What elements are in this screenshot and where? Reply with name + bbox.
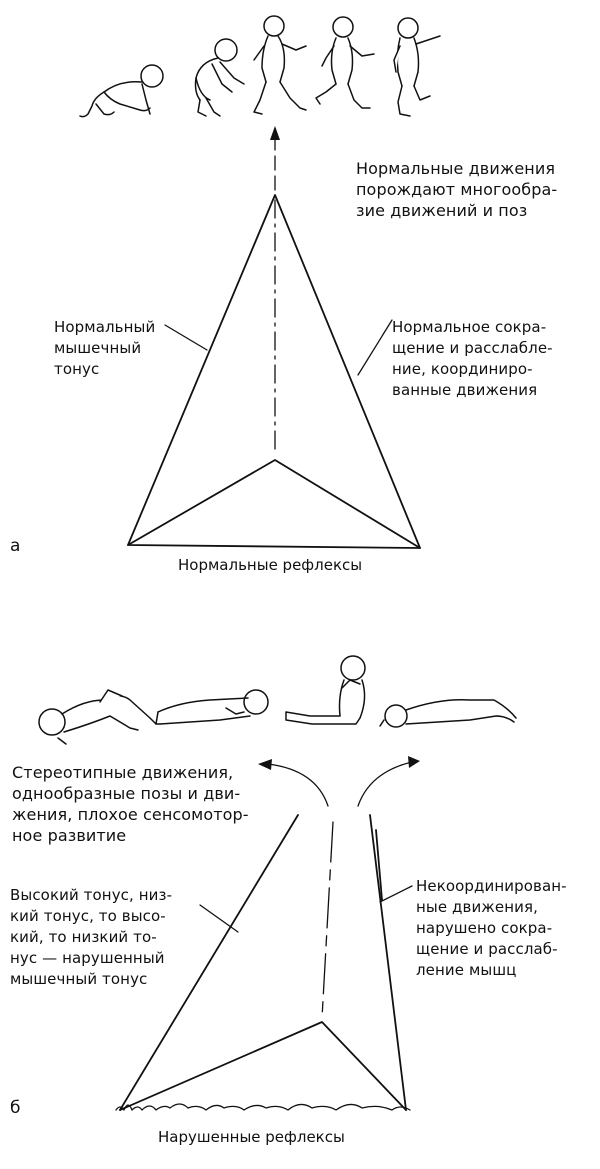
lying-baby-1-icon	[39, 690, 156, 744]
panel-a-letter: а	[10, 536, 21, 556]
lying-baby-3-icon	[380, 700, 516, 727]
bending-baby-icon	[196, 39, 245, 116]
panel-b-right-text: Некоординирован- ные движения, нарушено сокра- щение и расслаб- ление мышц	[416, 877, 567, 979]
panel-b-top-text: Стереотипные движения, однообразные позы и дви- жения, плохое сенсомотор- ное развитие	[12, 763, 249, 845]
leader-line	[200, 905, 238, 932]
panel-a-left-text: Нормальный мышечный тонус	[54, 318, 156, 378]
leader-line	[380, 886, 412, 902]
crawling-baby-icon	[80, 65, 163, 117]
lying-baby-2-icon	[156, 690, 268, 724]
sitting-baby-icon	[286, 656, 365, 724]
leader-line	[165, 325, 207, 350]
curved-arrow-left-icon	[258, 759, 328, 806]
walking-baby-2-icon	[316, 17, 374, 108]
panel-b-left-text: Высокий тонус, низ- кий тонус, то высо- кий, то низкий то- нус — нарушенный мышечный тонус	[10, 886, 173, 988]
curved-arrow-right-icon	[358, 756, 420, 806]
panel-a-right-text: Нормальное сокра- щение и расслабле- ние, координиро- ванные движения	[392, 318, 553, 399]
standing-baby-icon	[394, 18, 440, 116]
arrow-up-icon	[270, 126, 280, 190]
panel-a-bottom-text: Нормальные рефлексы	[178, 556, 363, 574]
leader-line	[358, 320, 392, 375]
panel-b-letter: б	[10, 1098, 21, 1118]
panel-a-top-text: Нормальные движения порождают многообра- зие движений и поз	[356, 159, 558, 220]
panel-a-figures	[80, 16, 440, 117]
panel-b-bottom-text: Нарушенные рефлексы	[158, 1128, 345, 1146]
walking-baby-1-icon	[254, 16, 306, 114]
normal-pyramid	[128, 195, 420, 548]
panel-b-figures	[39, 656, 516, 744]
